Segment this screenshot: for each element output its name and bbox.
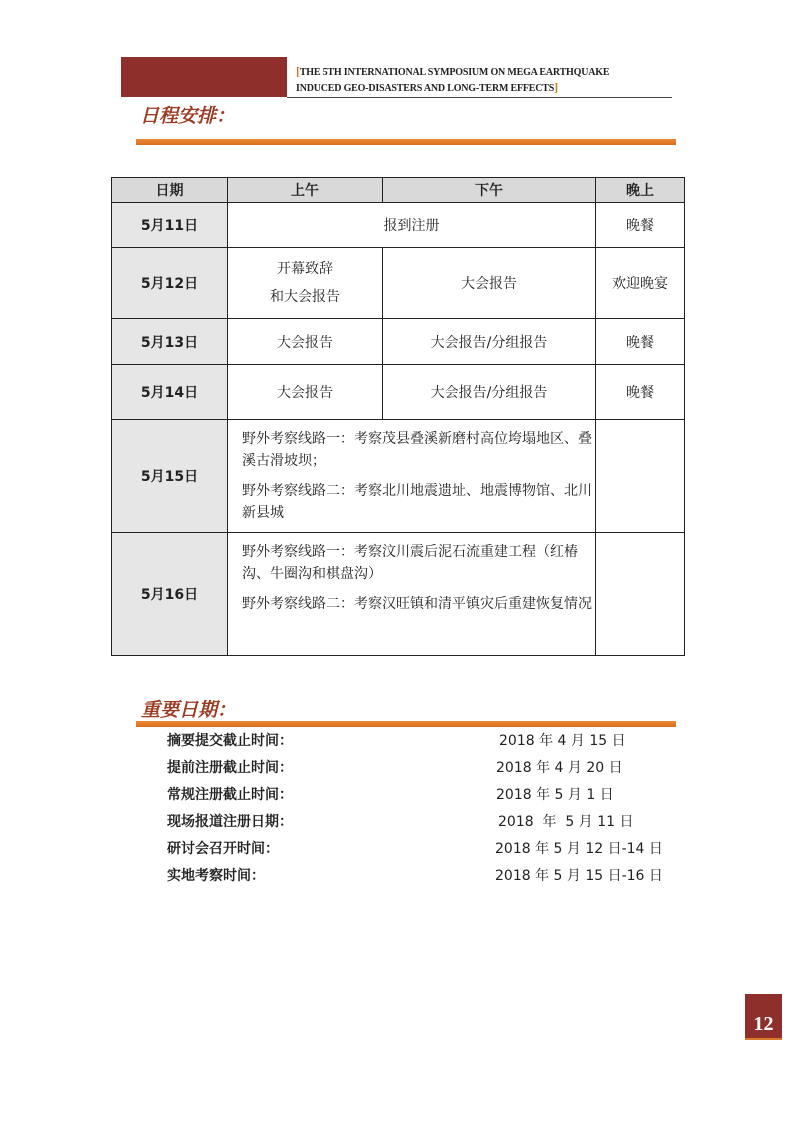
- date-label: 现场报道注册日期：: [167, 814, 293, 830]
- row-evening: 欢迎晚宴: [596, 248, 685, 319]
- row-date: 5月13日: [112, 319, 228, 365]
- date-value: 2018 年 5 月 11 日: [498, 814, 634, 830]
- row-date: 5月12日: [112, 248, 228, 319]
- row-date: 5月11日: [112, 203, 228, 248]
- table-row: [112, 319, 685, 365]
- date-value: 2018 年 5 月 12 日-14 日: [495, 841, 663, 857]
- row-morning: [228, 248, 383, 319]
- date-label: 实地考察时间：: [167, 868, 265, 884]
- header-afternoon: 下午: [383, 178, 596, 203]
- table-row: [112, 365, 685, 420]
- date-label: 常规注册截止时间：: [167, 787, 293, 803]
- row-morning: 大会报告: [228, 365, 383, 420]
- row-evening: 晚餐: [596, 203, 685, 248]
- header-evening: 晚上: [596, 178, 685, 203]
- row-afternoon: 大会报告: [383, 248, 596, 319]
- date-label: 摘要提交截止时间：: [167, 733, 293, 749]
- date-value: 2018 年 4 月 20 日: [496, 760, 623, 776]
- table-row: [112, 203, 685, 248]
- route-1: 野外考察线路一：考察茂县叠溪新磨村高位垮塌地区、叠溪古滑坡坝；: [242, 431, 592, 469]
- page-number: 12: [753, 1013, 774, 1035]
- row-morning: 大会报告: [228, 319, 383, 365]
- date-value: 2018 年 5 月 1 日: [496, 787, 614, 803]
- list-item: [167, 757, 687, 784]
- row-evening-empty: [596, 420, 685, 533]
- schedule-title: 日程安排：: [140, 105, 236, 127]
- page-number-underline: [745, 1038, 782, 1040]
- running-header: [296, 64, 676, 96]
- row-date: 5月15日: [112, 420, 228, 533]
- date-value: 2018 年 4 月 15 日: [499, 733, 626, 749]
- row-field-trip: [228, 420, 596, 533]
- header-color-block: [121, 57, 287, 97]
- page-number-box: [745, 994, 782, 1038]
- table-row: [112, 533, 685, 656]
- header-rule: [287, 97, 672, 98]
- row-field-trip: [228, 533, 596, 656]
- row-evening-empty: [596, 533, 685, 656]
- header-open-bracket: [: [296, 64, 300, 78]
- header-line-2: INDUCED GEO-DISASTERS AND LONG-TERM EFFECTS: [296, 83, 555, 94]
- list-item: [167, 730, 687, 757]
- row-date: 5月16日: [112, 533, 228, 656]
- schedule-table: [111, 177, 685, 656]
- route-1: 野外考察线路一：考察汶川震后泥石流重建工程（红椿沟、牛圈沟和棋盘沟）: [242, 544, 578, 582]
- row-morning-line-1: 开幕致辞: [277, 261, 333, 277]
- row-full-day: 报到注册: [228, 203, 596, 248]
- table-header-row: [112, 178, 685, 203]
- table-row: [112, 420, 685, 533]
- important-dates-title-bar: [136, 721, 676, 727]
- row-morning-line-2: 和大会报告: [270, 289, 340, 305]
- date-label: 研讨会召开时间：: [167, 841, 279, 857]
- header-date: 日期: [112, 178, 228, 203]
- row-date: 5月14日: [112, 365, 228, 420]
- date-value: 2018 年 5 月 15 日-16 日: [495, 868, 663, 884]
- row-afternoon: 大会报告/分组报告: [383, 319, 596, 365]
- row-evening: 晚餐: [596, 319, 685, 365]
- list-item: [167, 811, 687, 838]
- schedule-title-bar: [136, 139, 676, 145]
- list-item: [167, 784, 687, 811]
- important-dates-list: [167, 730, 687, 892]
- list-item: [167, 865, 687, 892]
- date-label: 提前注册截止时间：: [167, 760, 293, 776]
- row-evening: 晚餐: [596, 365, 685, 420]
- route-2: 野外考察线路二：考察北川地震遗址、地震博物馆、北川新县城: [242, 483, 592, 521]
- header-morning: 上午: [228, 178, 383, 203]
- list-item: [167, 838, 687, 865]
- route-2: 野外考察线路二：考察汉旺镇和清平镇灾后重建恢复情况: [242, 596, 592, 612]
- table-row: [112, 248, 685, 319]
- header-close-bracket: ]: [554, 80, 558, 94]
- header-line-1: THE 5TH INTERNATIONAL SYMPOSIUM ON MEGA EARTHQUAKE: [299, 67, 610, 78]
- important-dates-title: 重要日期：: [141, 699, 237, 721]
- row-afternoon: 大会报告/分组报告: [383, 365, 596, 420]
